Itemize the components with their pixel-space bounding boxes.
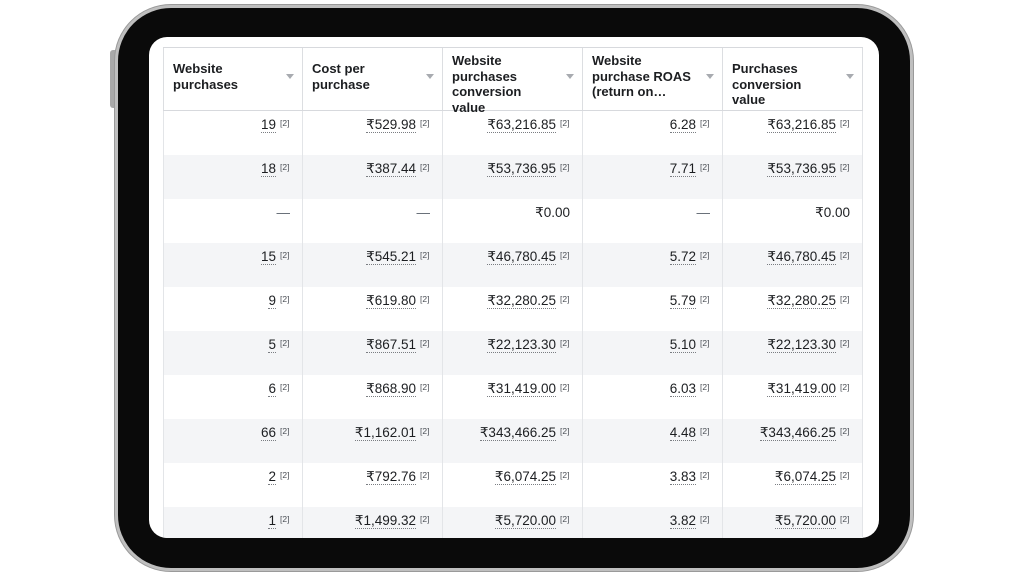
cell-value[interactable]: ₹1,499.32 <box>354 513 416 528</box>
sort-arrow-icon[interactable] <box>286 74 294 79</box>
cell-value[interactable]: 6 <box>268 381 276 396</box>
footnote-marker: [2] <box>560 426 570 436</box>
table-cell <box>163 375 303 419</box>
table-cell <box>443 331 583 375</box>
table-cell <box>303 243 443 287</box>
table-cell <box>163 155 303 199</box>
column-header-cost-per-purchase[interactable] <box>303 48 443 110</box>
sort-arrow-icon[interactable] <box>846 74 854 79</box>
table-cell <box>443 419 583 463</box>
footnote-marker: [2] <box>700 470 710 480</box>
table-row <box>163 243 863 287</box>
table-cell <box>723 243 863 287</box>
table-cell <box>303 507 443 538</box>
cell-value[interactable]: 7.71 <box>669 161 696 176</box>
cell-value[interactable]: 19 <box>260 117 276 132</box>
footnote-marker: [2] <box>280 162 290 172</box>
table-row <box>163 111 863 155</box>
table-cell <box>443 111 583 155</box>
column-header-label: Website purchase ROAS (return on… <box>592 53 691 99</box>
table-cell <box>303 199 443 243</box>
cell-value[interactable]: ₹32,280.25 <box>487 293 556 308</box>
table-cell <box>583 287 723 331</box>
footnote-marker: [2] <box>560 250 570 260</box>
footnote-marker: [2] <box>280 514 290 524</box>
footnote-marker: [2] <box>840 470 850 480</box>
table-row <box>163 331 863 375</box>
footnote-marker: [2] <box>840 294 850 304</box>
footnote-marker: [2] <box>700 514 710 524</box>
cell-value: ₹0.00 <box>815 205 850 220</box>
table-cell <box>723 375 863 419</box>
table-cell <box>723 287 863 331</box>
cell-value[interactable]: 1 <box>268 513 276 528</box>
footnote-marker: [2] <box>420 426 430 436</box>
footnote-marker: [2] <box>420 470 430 480</box>
footnote-marker: [2] <box>560 118 570 128</box>
footnote-marker: [2] <box>700 162 710 172</box>
cell-value[interactable]: 3.83 <box>669 469 696 484</box>
table-cell <box>303 331 443 375</box>
footnote-marker: [2] <box>280 118 290 128</box>
footnote-marker: [2] <box>420 294 430 304</box>
table-cell <box>443 287 583 331</box>
footnote-marker: [2] <box>280 294 290 304</box>
cell-value[interactable]: ₹6,074.25 <box>494 469 556 484</box>
table-cell <box>163 243 303 287</box>
footnote-marker: [2] <box>700 382 710 392</box>
cell-value[interactable]: ₹22,123.30 <box>767 337 836 352</box>
cell-value[interactable]: ₹5,720.00 <box>494 513 556 528</box>
table-cell <box>583 199 723 243</box>
footnote-marker: [2] <box>420 514 430 524</box>
table-cell <box>303 155 443 199</box>
table-cell <box>443 199 583 243</box>
footnote-marker: [2] <box>700 118 710 128</box>
footnote-marker: [2] <box>420 338 430 348</box>
table-cell <box>723 463 863 507</box>
footnote-marker: [2] <box>700 250 710 260</box>
cell-value[interactable]: ₹868.90 <box>366 381 416 396</box>
table-row <box>163 463 863 507</box>
cell-value[interactable]: ₹63,216.85 <box>767 117 836 132</box>
table-cell <box>583 419 723 463</box>
table-cell <box>443 375 583 419</box>
table-cell <box>163 199 303 243</box>
footnote-marker: [2] <box>420 250 430 260</box>
cell-value[interactable]: ₹5,720.00 <box>774 513 836 528</box>
cell-value[interactable]: 15 <box>260 249 276 264</box>
table-cell <box>163 463 303 507</box>
column-header-label: Website purchases conversion value <box>452 53 522 115</box>
sort-arrow-icon[interactable] <box>706 74 714 79</box>
table-cell <box>723 419 863 463</box>
cell-value: — <box>276 205 290 220</box>
footnote-marker: [2] <box>840 338 850 348</box>
footnote-marker: [2] <box>280 426 290 436</box>
footnote-marker: [2] <box>840 118 850 128</box>
sort-arrow-icon[interactable] <box>566 74 574 79</box>
cell-value[interactable]: ₹53,736.95 <box>767 161 836 176</box>
table-cell <box>583 155 723 199</box>
cell-value[interactable]: ₹46,780.45 <box>487 249 556 264</box>
table-cell <box>163 287 303 331</box>
footnote-marker: [2] <box>700 426 710 436</box>
column-header-purchases-conversion-value[interactable] <box>723 48 863 110</box>
cell-value[interactable]: 6.03 <box>669 381 696 396</box>
cell-value[interactable]: ₹53,736.95 <box>487 161 556 176</box>
table-cell <box>303 375 443 419</box>
ads-metrics-table <box>163 47 863 538</box>
cell-value[interactable]: 66 <box>260 425 276 440</box>
cell-value[interactable]: 18 <box>260 161 276 176</box>
cell-value[interactable]: ₹1,162.01 <box>354 425 416 440</box>
cell-value[interactable]: ₹6,074.25 <box>774 469 836 484</box>
footnote-marker: [2] <box>560 162 570 172</box>
cell-value[interactable]: ₹387.44 <box>366 161 416 176</box>
footnote-marker: [2] <box>840 382 850 392</box>
footnote-marker: [2] <box>840 514 850 524</box>
footnote-marker: [2] <box>840 162 850 172</box>
column-header-label: Purchases conversion value <box>732 61 802 107</box>
footnote-marker: [2] <box>560 294 570 304</box>
table-row <box>163 155 863 199</box>
cell-value[interactable]: 2 <box>268 469 276 484</box>
table-row <box>163 287 863 331</box>
column-header-website-purchases[interactable] <box>163 48 303 110</box>
cell-value[interactable]: ₹31,419.00 <box>767 381 836 396</box>
table-cell <box>723 199 863 243</box>
table-cell <box>583 463 723 507</box>
cell-value[interactable]: 6.28 <box>669 117 696 132</box>
table-cell <box>303 463 443 507</box>
cell-value[interactable]: 5 <box>268 337 276 352</box>
table-row <box>163 507 863 538</box>
table-cell <box>163 331 303 375</box>
table-cell <box>723 155 863 199</box>
cell-value[interactable]: 5.72 <box>669 249 696 264</box>
cell-value[interactable]: ₹545.21 <box>366 249 416 264</box>
table-cell <box>723 507 863 538</box>
table-cell <box>583 375 723 419</box>
table-header-row <box>163 47 863 115</box>
table-cell <box>723 331 863 375</box>
table-row <box>163 419 863 463</box>
footnote-marker: [2] <box>420 162 430 172</box>
footnote-marker: [2] <box>420 382 430 392</box>
table-cell <box>303 419 443 463</box>
table-cell <box>443 155 583 199</box>
table-body <box>163 111 863 538</box>
footnote-marker: [2] <box>560 470 570 480</box>
cell-value[interactable]: ₹31,419.00 <box>487 381 556 396</box>
footnote-marker: [2] <box>700 294 710 304</box>
cell-value: — <box>696 205 710 220</box>
table-cell <box>723 111 863 155</box>
cell-value[interactable]: ₹867.51 <box>366 337 416 352</box>
cell-value[interactable]: ₹619.80 <box>366 293 416 308</box>
footnote-marker: [2] <box>560 338 570 348</box>
footnote-marker: [2] <box>700 338 710 348</box>
table-cell <box>443 463 583 507</box>
footnote-marker: [2] <box>280 382 290 392</box>
table-cell <box>303 287 443 331</box>
table-cell <box>583 111 723 155</box>
table-cell <box>163 111 303 155</box>
cell-value: — <box>416 205 430 220</box>
cell-value[interactable]: 3.82 <box>669 513 696 528</box>
table-cell <box>583 507 723 538</box>
cell-value[interactable]: ₹343,466.25 <box>479 425 556 440</box>
footnote-marker: [2] <box>420 118 430 128</box>
table-cell <box>443 507 583 538</box>
footnote-marker: [2] <box>560 382 570 392</box>
footnote-marker: [2] <box>280 338 290 348</box>
cell-value[interactable]: 5.10 <box>669 337 696 352</box>
cell-value[interactable]: ₹529.98 <box>366 117 416 132</box>
cell-value[interactable]: 4.48 <box>669 425 696 440</box>
cell-value[interactable]: ₹32,280.25 <box>767 293 836 308</box>
cell-value[interactable]: ₹792.76 <box>366 469 416 484</box>
footnote-marker: [2] <box>280 470 290 480</box>
column-header-website-purchase-roas[interactable] <box>583 48 723 110</box>
cell-value[interactable]: ₹46,780.45 <box>767 249 836 264</box>
table-cell <box>583 331 723 375</box>
footnote-marker: [2] <box>840 250 850 260</box>
column-header-label: Website purchases <box>173 61 239 92</box>
cell-value: ₹0.00 <box>535 205 570 220</box>
column-header-website-purchases-conversion-value[interactable] <box>443 48 583 115</box>
tablet-screen <box>149 37 879 538</box>
table-cell <box>303 111 443 155</box>
cell-value[interactable]: ₹22,123.30 <box>487 337 556 352</box>
footnote-marker: [2] <box>840 426 850 436</box>
footnote-marker: [2] <box>560 514 570 524</box>
cell-value[interactable]: 9 <box>268 293 276 308</box>
table-cell <box>583 243 723 287</box>
table-row <box>163 375 863 419</box>
cell-value[interactable]: 5.79 <box>669 293 696 308</box>
table-cell <box>163 419 303 463</box>
cell-value[interactable]: ₹63,216.85 <box>487 117 556 132</box>
sort-arrow-icon[interactable] <box>426 74 434 79</box>
cell-value[interactable]: ₹343,466.25 <box>759 425 836 440</box>
footnote-marker: [2] <box>280 250 290 260</box>
table-cell <box>163 507 303 538</box>
table-cell <box>443 243 583 287</box>
table-row <box>163 199 863 243</box>
column-header-label: Cost per purchase <box>312 61 370 92</box>
